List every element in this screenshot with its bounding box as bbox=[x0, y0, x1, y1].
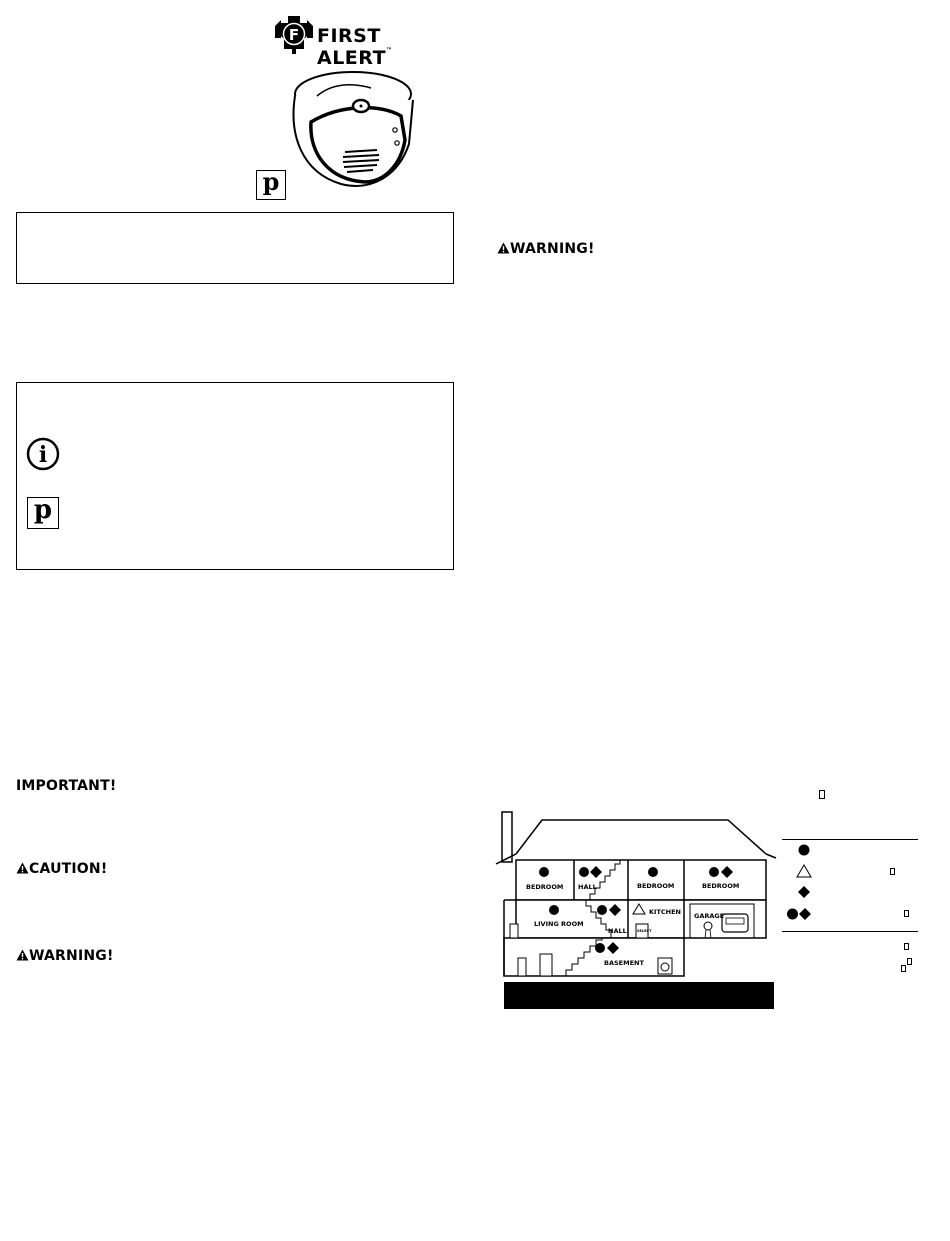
brand-name: FIRST ALERT™ bbox=[317, 25, 393, 69]
footnote-mark bbox=[890, 868, 895, 875]
icon-legend-box bbox=[16, 382, 454, 570]
footnote-mark bbox=[904, 943, 909, 950]
svg-text:BASEMENT: BASEMENT bbox=[604, 959, 644, 967]
warning-triangle-icon bbox=[497, 242, 510, 254]
notice-box-top bbox=[16, 212, 454, 284]
svg-text:LIVING ROOM: LIVING ROOM bbox=[534, 920, 584, 928]
smoke-alarm-illustration bbox=[281, 64, 421, 192]
footnote-mark bbox=[904, 910, 909, 917]
svg-text:BEDROOM: BEDROOM bbox=[637, 882, 675, 890]
svg-text:SELECT: SELECT bbox=[637, 929, 652, 933]
important-heading: IMPORTANT! bbox=[16, 778, 117, 794]
warning-heading-left: WARNING! bbox=[16, 948, 114, 964]
co-alarm-marker-icon bbox=[797, 885, 811, 899]
product-p-icon: p bbox=[256, 170, 286, 200]
svg-text:BEDROOM: BEDROOM bbox=[526, 883, 564, 891]
caution-heading: CAUTION! bbox=[16, 861, 107, 877]
svg-text:HALL: HALL bbox=[608, 927, 627, 935]
svg-text:F: F bbox=[288, 26, 300, 44]
footnote-mark bbox=[819, 790, 825, 799]
diagram-legend bbox=[782, 788, 920, 988]
legend-rule-bottom bbox=[782, 931, 918, 932]
svg-text:i: i bbox=[38, 442, 48, 468]
svg-text:BEDROOM: BEDROOM bbox=[702, 882, 740, 890]
diagram-caption-bar bbox=[504, 982, 774, 1009]
smoke-alarm-marker-icon bbox=[797, 843, 811, 857]
brand-logo bbox=[274, 15, 459, 69]
warning-heading-right: WARNING! bbox=[497, 241, 595, 257]
warning-triangle-icon bbox=[16, 862, 29, 874]
warning-triangle-icon bbox=[16, 949, 29, 961]
svg-text:HALL: HALL bbox=[578, 883, 597, 891]
combo-alarm-marker-icon bbox=[786, 907, 812, 921]
legend-rule-top bbox=[782, 839, 918, 840]
svg-text:GARAGE: GARAGE bbox=[694, 912, 725, 920]
heat-alarm-marker-icon bbox=[796, 864, 812, 878]
footnote-mark bbox=[907, 958, 912, 965]
footnote-mark bbox=[901, 965, 906, 972]
info-icon bbox=[26, 437, 60, 471]
fire-shield-logo-icon bbox=[274, 15, 314, 57]
product-p-icon-legend: p bbox=[27, 497, 59, 529]
svg-text:KITCHEN: KITCHEN bbox=[649, 908, 681, 916]
